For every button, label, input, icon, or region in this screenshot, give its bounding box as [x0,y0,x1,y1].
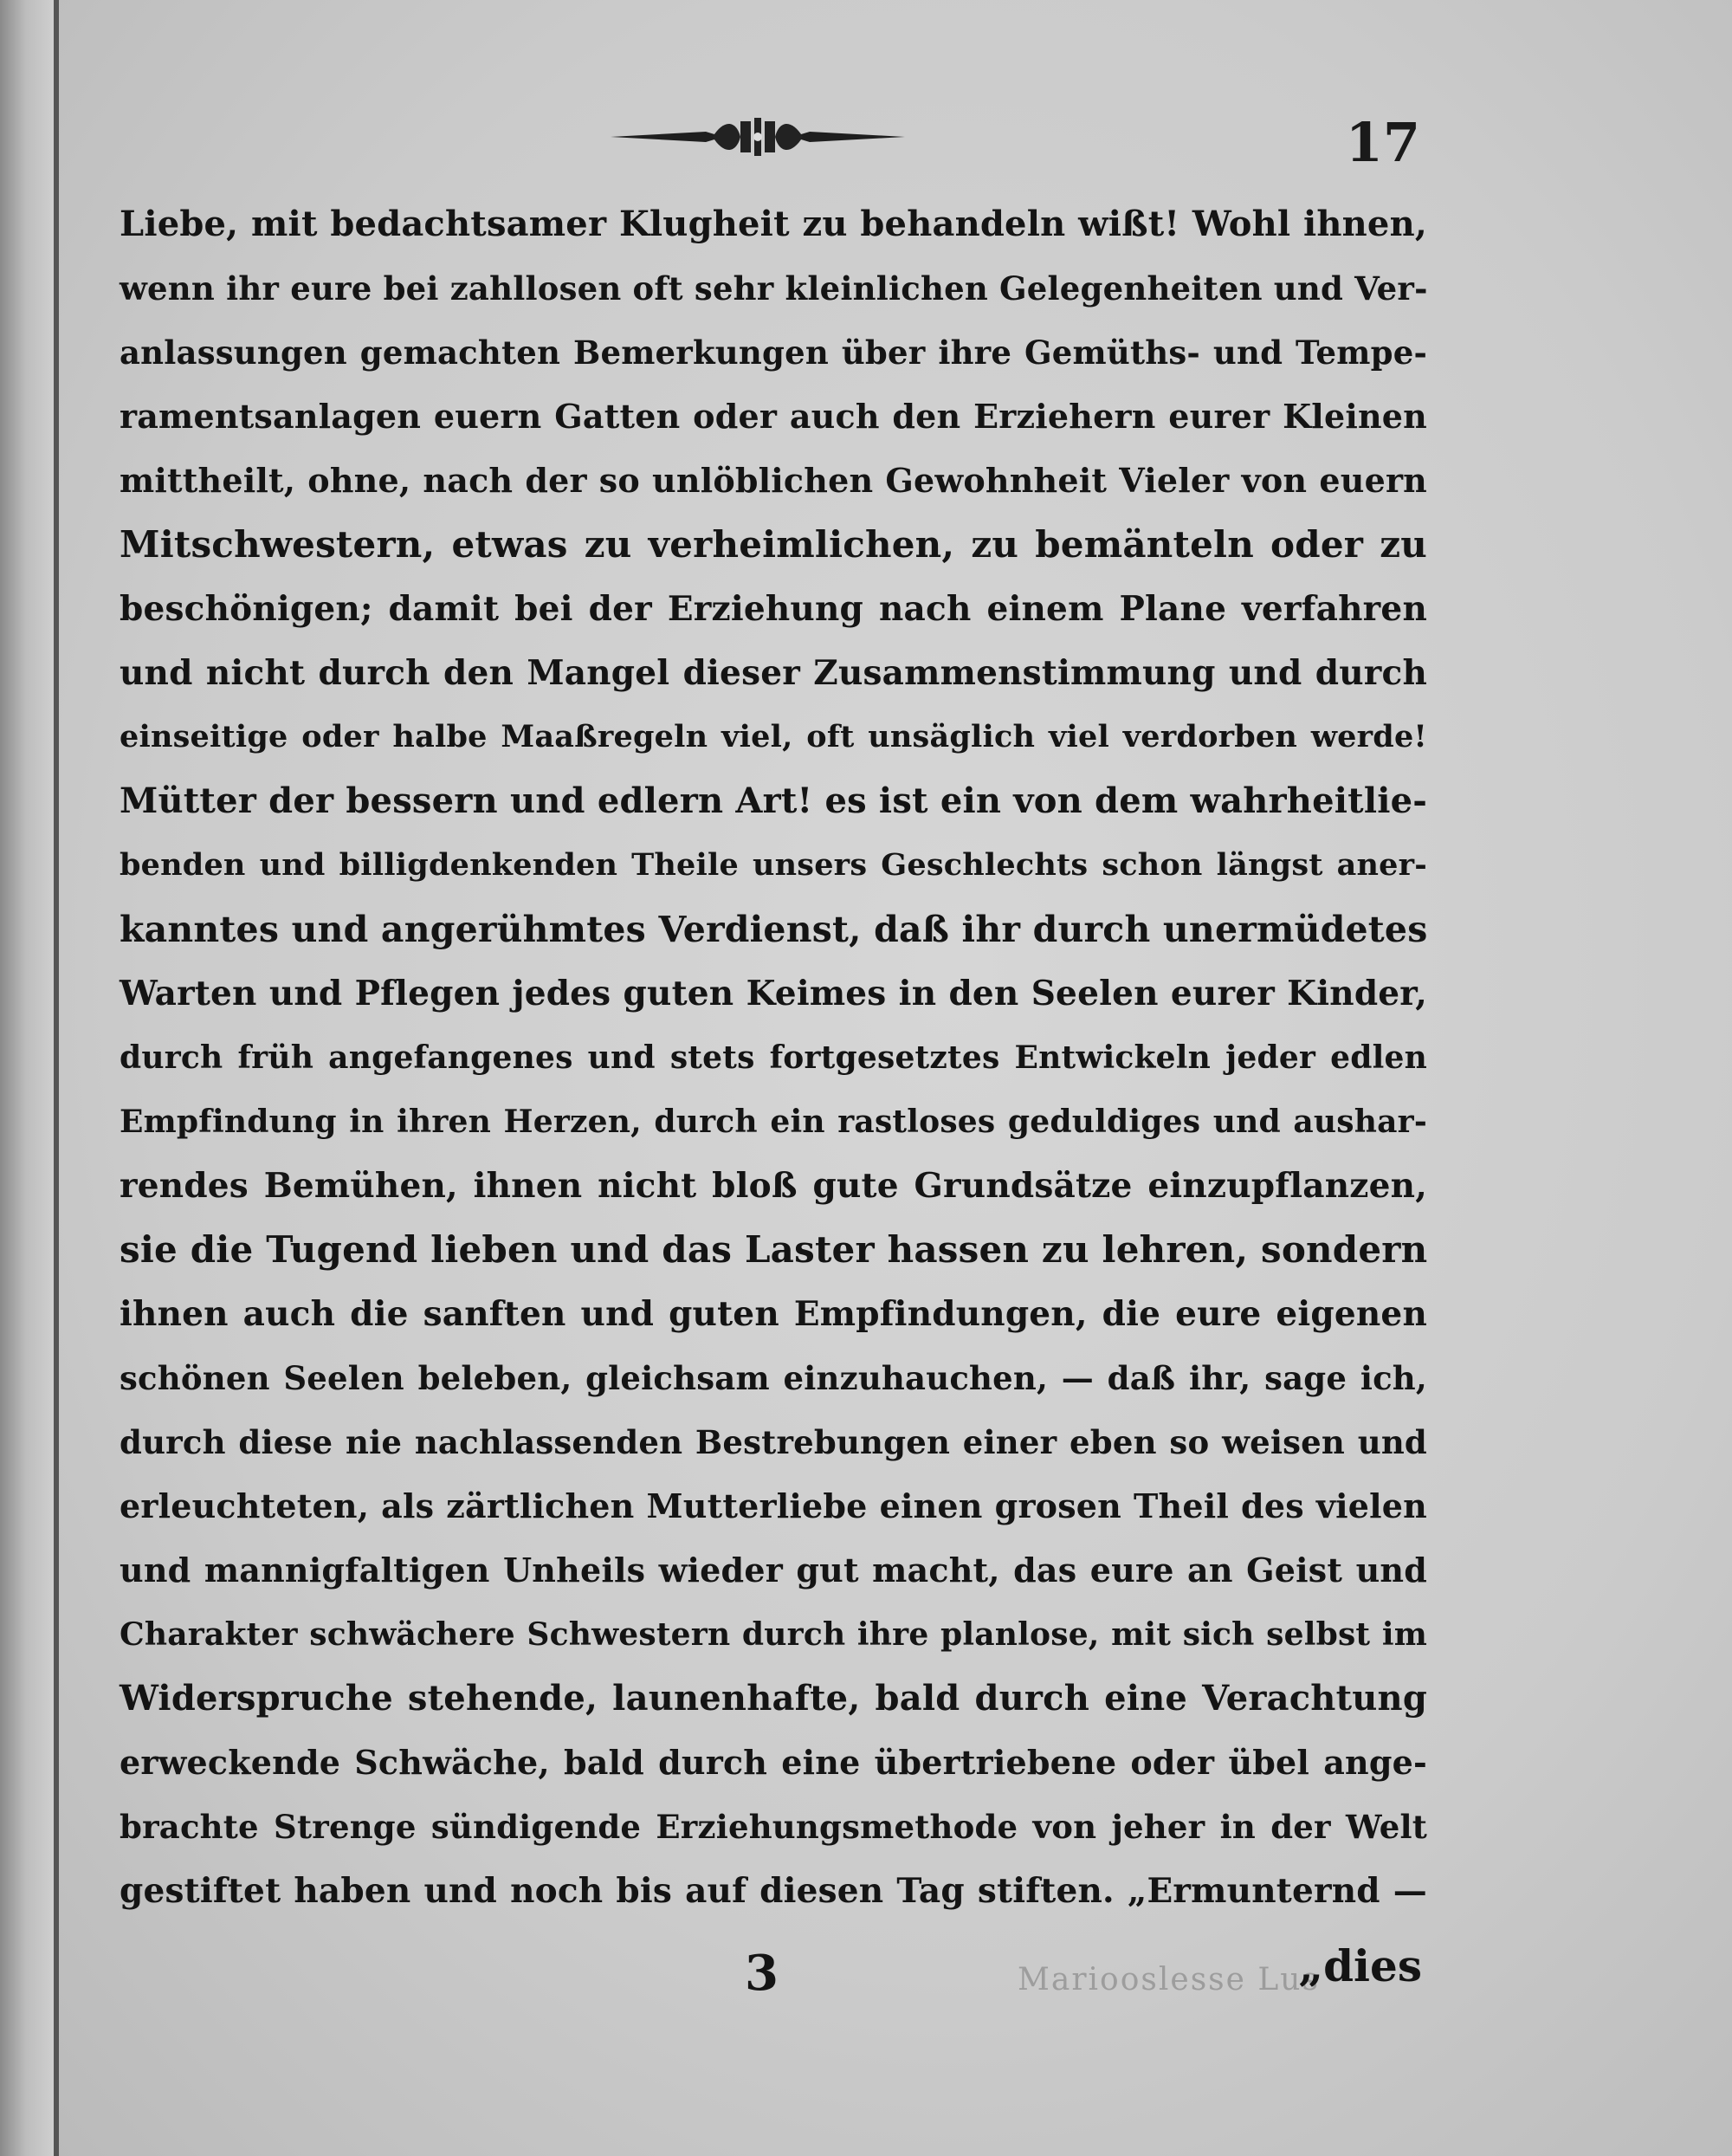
text-line: Empfindung in ihren Herzen, durch ein rastloses geduldiges und aushar- [120,1104,1427,1140]
text-line: anlassungen gemachten Bemerkungen über ihre Gemüths- und Tempe- [120,333,1427,372]
text-line: erweckende Schwäche, bald durch eine übertriebene oder übel ange- [120,1743,1427,1782]
text-line: brachte Strenge sündigende Erziehungsmethode von jeher in der Welt [120,1808,1427,1846]
text-line: Mitschwestern, etwas zu verheimlichen, zu bemänteln oder zu [120,523,1427,566]
page-edge-line [54,0,59,2156]
text-line: durch früh angefangenes und stets fortgesetztes Entwickeln jeder edlen [120,1039,1427,1076]
text-line: schönen Seelen beleben, gleichsam einzuhauchen, — daß ihr, sage ich, [120,1359,1427,1397]
text-line: erleuchteten, als zärtlichen Mutterliebe einen grosen Theil des vielen [120,1486,1427,1525]
body-text [120,192,1427,1923]
text-line: ramentsanlagen euern Gatten oder auch den Erziehern eurer Kleinen [120,397,1427,436]
signature-mark: 3 [745,1945,779,2002]
text-line: Mütter der bessern und edlern Art! es ist ein von dem wahrheitlie- [120,780,1428,821]
text-line: ihnen auch die sanften und guten Empfindungen, die eure eigenen [120,1294,1427,1334]
text-line: mittheilt, ohne, nach der so unlöblichen Gewohnheit Vieler von euern [120,461,1427,500]
catchword: „dies [1298,1940,1422,1991]
text-line: wenn ihr eure bei zahllosen oft sehr kleinlichen Gelegenheiten und Ver- [120,269,1428,308]
text-line: sie die Tugend lieben und das Laster hassen zu lehren, sondern [120,1228,1428,1271]
text-line: Widerspruche stehende, launenhafte, bald durch eine Verachtung [120,1678,1427,1719]
text-line: gestiftet haben und noch bis auf diesen Tag stiften. „Ermunternd — [120,1871,1427,1911]
page-number: 17 [1345,111,1420,174]
text-line: einseitige oder halbe Maaßregeln viel, oft unsäglich viel verdorben werde! [120,719,1427,754]
text-line: beschönigen; damit bei der Erziehung nach einem Plane verfahren [120,589,1427,629]
header-ornament-icon [611,111,905,163]
bleed-through-text: Mariooslesse Lus [1018,1962,1320,1997]
text-line: rendes Bemühen, ihnen nicht bloß gute Grundsätze einzupflanzen, [120,1166,1427,1206]
text-line: und nicht durch den Mangel dieser Zusammenstimmung und durch [120,653,1427,693]
text-line: durch diese nie nachlassenden Bestrebungen einer eben so weisen und [120,1423,1427,1461]
text-line: und mannigfaltigen Unheils wieder gut macht, das eure an Geist und [120,1551,1427,1589]
text-line: Warten und Pflegen jedes guten Keimes in den Seelen eurer Kinder, [120,974,1427,1013]
text-line: Charakter schwächere Schwestern durch ihre planlose, mit sich selbst im [120,1616,1427,1653]
text-line: Liebe, mit bedachtsamer Klugheit zu behandeln wißt! Wohl ihnen, [120,204,1427,244]
page-gutter-shadow [0,0,54,2156]
text-line: benden und billigdenkenden Theile unsers Geschlechts schon längst aner- [120,847,1427,883]
text-line: kanntes und angerühmtes Verdienst, daß ihr durch unermüdetes [120,909,1428,950]
